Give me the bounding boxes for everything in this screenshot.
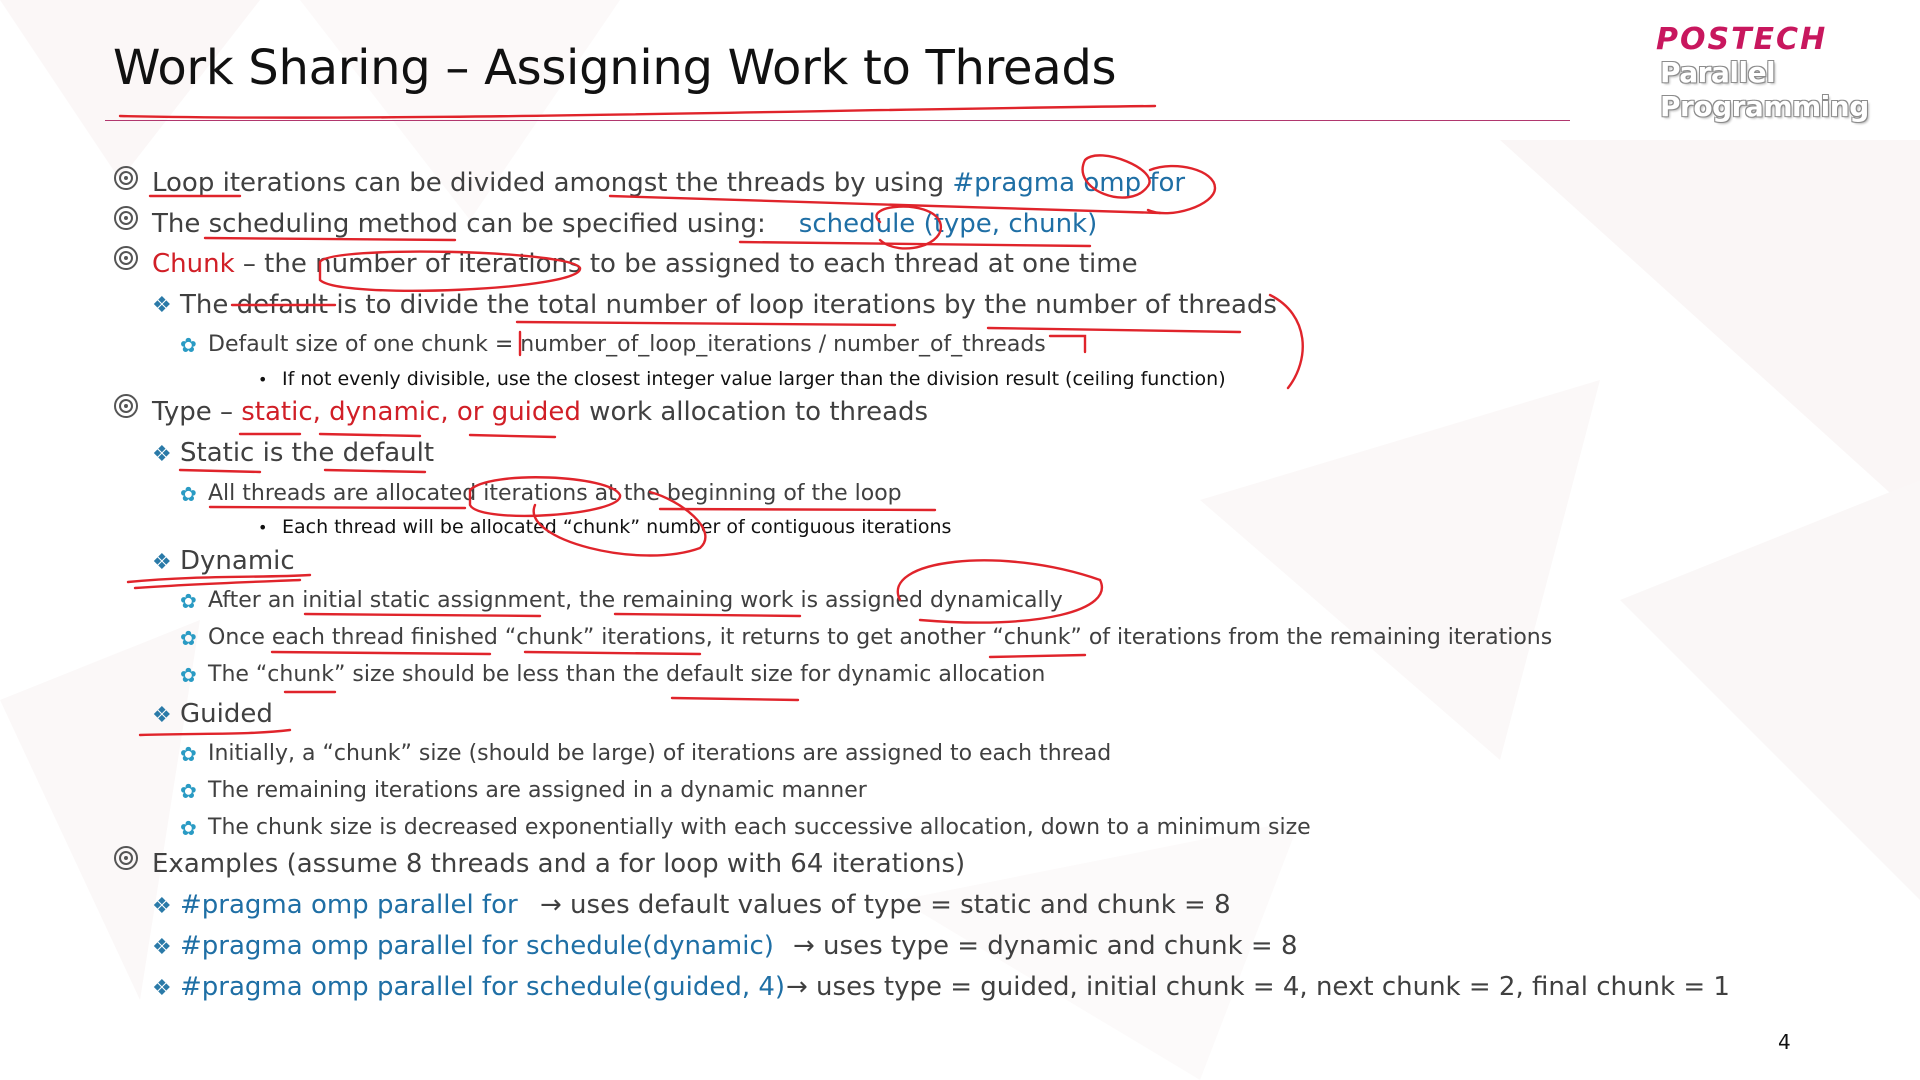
target-bullet-icon — [113, 205, 139, 231]
gear-bullet-icon: ✿ — [180, 626, 197, 650]
dynamic-heading: Dynamic — [180, 546, 295, 576]
target-bullet-icon — [113, 245, 139, 271]
postech-logo — [1656, 24, 1869, 124]
gear-bullet-icon: ✿ — [180, 742, 197, 766]
guided-heading: Guided — [180, 699, 273, 729]
gear-bullet-icon: ✿ — [180, 663, 197, 687]
text: Loop iterations can be divided amongst the threads by using — [152, 168, 953, 198]
gear-bullet-icon: ✿ — [180, 816, 197, 840]
gear-bullet-icon: ✿ — [180, 482, 197, 506]
diamond-bullet-icon: ❖ — [152, 894, 172, 919]
title-divider — [105, 120, 1570, 121]
example-1-desc: → uses default values of type = static and chunk = 8 — [540, 890, 1231, 920]
bullet-chunk — [152, 249, 1138, 279]
code-schedule: schedule (type, chunk) — [798, 209, 1098, 239]
guided-detail-1: Initially, a “chunk” size (should be large) of iterations are assigned to each thread — [208, 741, 1112, 766]
dynamic-detail-3: The “chunk” size should be less than the default size for dynamic allocation — [208, 662, 1046, 687]
sub-default-division: The default is to divide the total number of loop iterations by the number of threads — [180, 290, 1277, 320]
dynamic-detail-1: After an initial static assignment, the remaining work is assigned dynamically — [208, 588, 1063, 613]
text: – the number of iterations to be assigned to each thread at one time — [234, 249, 1138, 279]
note-ceiling: If not evenly divisible, use the closest integer value larger than the division result (ceiling function) — [282, 368, 1226, 390]
term-types: static, dynamic, or guided — [241, 397, 581, 427]
diamond-bullet-icon: ❖ — [152, 442, 172, 467]
dynamic-detail-2: Once each thread finished “chunk” iterations, it returns to get another “chunk” of iterations from the remaining iterations — [208, 625, 1553, 650]
static-note: Each thread will be allocated “chunk” number of contiguous iterations — [282, 516, 952, 538]
target-bullet-icon — [113, 165, 139, 191]
target-bullet-icon — [113, 845, 139, 871]
diamond-bullet-icon: ❖ — [152, 935, 172, 960]
text: Type – — [152, 397, 242, 427]
example-1-code: #pragma omp parallel for — [180, 890, 518, 920]
static-detail: All threads are allocated iterations at the beginning of the loop — [208, 481, 902, 506]
slide-title: Work Sharing – Assigning Work to Threads — [113, 40, 1117, 96]
diamond-bullet-icon: ❖ — [152, 293, 172, 318]
bullet-scheduling-method — [152, 209, 1097, 239]
gear-bullet-icon: ✿ — [180, 333, 197, 357]
gear-bullet-icon: ✿ — [180, 779, 197, 803]
example-3-desc: → uses type = guided, initial chunk = 4, next chunk = 2, final chunk = 1 — [786, 972, 1730, 1002]
text: work allocation to threads — [580, 397, 929, 427]
term-chunk: Chunk — [152, 249, 235, 279]
diamond-bullet-icon: ❖ — [152, 703, 172, 728]
examples-heading: Examples (assume 8 threads and a for loop with 64 iterations) — [152, 849, 966, 879]
dot-bullet-icon: • — [258, 370, 268, 389]
dot-bullet-icon: • — [258, 518, 268, 537]
logo-brand: POSTECH — [1656, 22, 1828, 57]
example-2-desc: → uses type = dynamic and chunk = 8 — [793, 931, 1298, 961]
guided-detail-2: The remaining iterations are assigned in a dynamic manner — [208, 778, 867, 803]
diamond-bullet-icon: ❖ — [152, 976, 172, 1001]
logo-line-2: Programming — [1660, 90, 1869, 123]
gear-bullet-icon: ✿ — [180, 589, 197, 613]
page-number: 4 — [1778, 1030, 1791, 1054]
logo-line-1: Parallel — [1660, 56, 1776, 89]
example-2-code: #pragma omp parallel for schedule(dynamic) — [180, 931, 774, 961]
guided-detail-3: The chunk size is decreased exponentially with each successive allocation, down to a minimum size — [208, 815, 1311, 840]
text: The scheduling method can be specified using: — [152, 209, 774, 239]
subsub-default-size: Default size of one chunk = number_of_loop_iterations / number_of_threads — [208, 332, 1046, 357]
code-pragma-omp-for: #pragma omp for — [952, 168, 1186, 198]
bullet-loop-iterations — [152, 168, 1185, 198]
example-3-code: #pragma omp parallel for schedule(guided, 4) — [180, 972, 786, 1002]
static-heading: Static is the default — [180, 438, 435, 468]
bullet-type — [152, 397, 928, 427]
target-bullet-icon — [113, 393, 139, 419]
diamond-bullet-icon: ❖ — [152, 550, 172, 575]
